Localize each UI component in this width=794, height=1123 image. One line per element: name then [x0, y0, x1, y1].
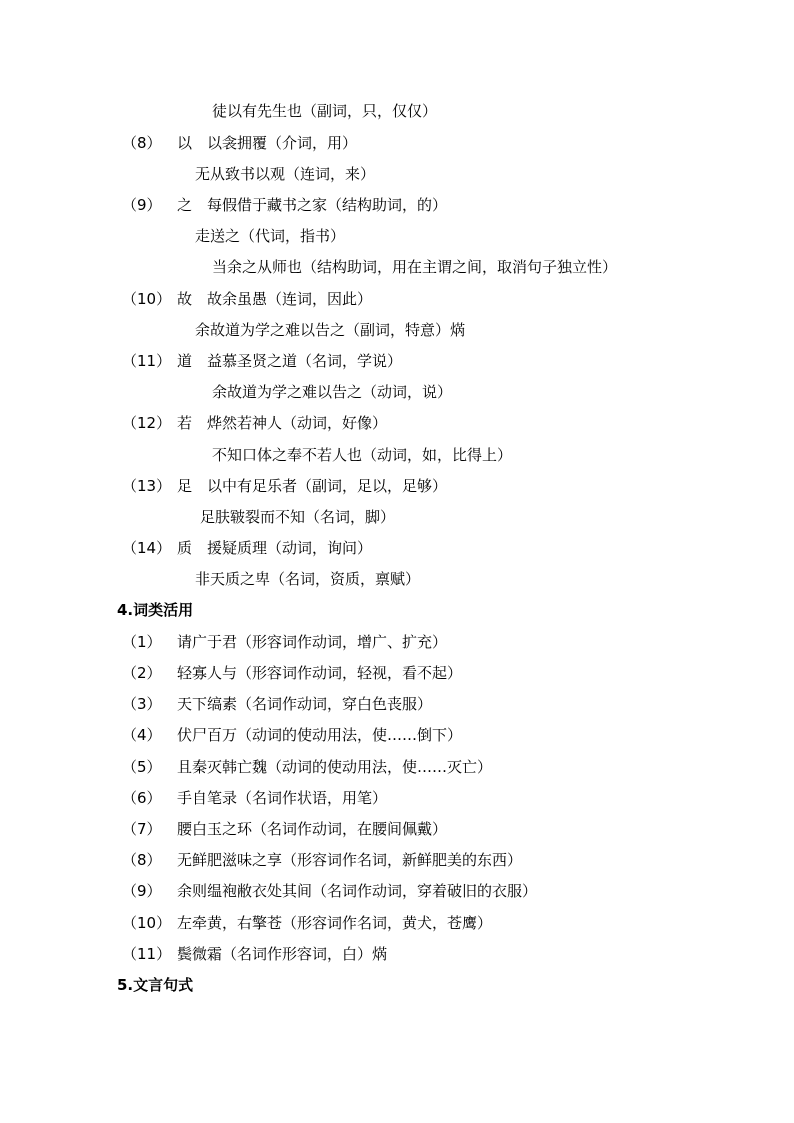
entry-number: （3） [122, 695, 162, 713]
entry-number: （2） [122, 664, 162, 682]
entry-text: 若 烨然若神人（动词，好像） [177, 414, 388, 432]
entry-text: 以 以衾拥覆（介词，用） [177, 134, 358, 152]
entry-text: 不知口体之奉不若人也（动词，如，比得上） [212, 446, 513, 464]
entry-text: 余故道为学之难以告之（副词，特意）焫 [195, 321, 466, 339]
entry-number: （10） [122, 290, 172, 308]
entry-number: （7） [122, 820, 162, 838]
entry-text: 余则缊袍敝衣处其间（名词作动词，穿着破旧的衣服） [177, 882, 538, 900]
entry-text: 手自笔录（名词作状语，用笔） [177, 789, 388, 807]
entry-number: （1） [122, 633, 162, 651]
entry-text: 左牵黄，右擎苍（形容词作名词，黄犬，苍鹰） [177, 914, 493, 932]
entry-number: （8） [122, 851, 162, 869]
entry-text: 当余之从师也（结构助词，用在主谓之间，取消句子独立性） [212, 258, 618, 276]
entry-number: （11） [122, 945, 172, 963]
section-heading: 4.词类活用 [117, 601, 194, 619]
entry-number: （9） [122, 882, 162, 900]
entry-number: （4） [122, 726, 162, 744]
entry-text: 足肤皲裂而不知（名词，脚） [200, 508, 396, 526]
entry-text: 非天质之卑（名词，资质，禀赋） [195, 570, 421, 588]
entry-number: （10） [122, 914, 172, 932]
entry-text: 质 援疑质理（动词，询问） [177, 539, 373, 557]
entry-text: 腰白玉之环（名词作动词，在腰间佩戴） [177, 820, 448, 838]
entry-text: 徒以有先生也（副词，只，仅仅） [212, 102, 438, 120]
entry-text: 足 以中有足乐者（副词，足以，足够） [177, 477, 448, 495]
entry-text: 余故道为学之难以告之（动词，说） [212, 383, 453, 401]
entry-text: 无鲜肥滋味之享（形容词作名词，新鲜肥美的东西） [177, 851, 523, 869]
entry-number: （6） [122, 789, 162, 807]
entry-text: 轻寡人与（形容词作动词，轻视，看不起） [177, 664, 463, 682]
entry-number: （12） [122, 414, 172, 432]
section-heading: 5.文言句式 [117, 976, 194, 994]
entry-text: 鬓微霜（名词作形容词，白）焫 [177, 945, 388, 963]
entry-text: 伏尸百万（动词的使动用法，使……倒下） [177, 726, 463, 744]
entry-text: 天下缟素（名词作动词，穿白色丧服） [177, 695, 433, 713]
entry-number: （13） [122, 477, 172, 495]
entry-text: 故 故余虽愚（连词，因此） [177, 290, 373, 308]
entry-text: 道 益慕圣贤之道（名词，学说） [177, 352, 403, 370]
entry-number: （9） [122, 196, 162, 214]
entry-number: （8） [122, 134, 162, 152]
entry-text: 无从致书以观（连词，来） [195, 165, 376, 183]
entry-number: （11） [122, 352, 172, 370]
entry-text: 之 每假借于藏书之家（结构助词，的） [177, 196, 448, 214]
entry-number: （14） [122, 539, 172, 557]
entry-number: （5） [122, 758, 162, 776]
entry-text: 且秦灭韩亡魏（动词的使动用法，使……灭亡） [177, 758, 493, 776]
entry-text: 请广于君（形容词作动词，增广、扩充） [177, 633, 448, 651]
entry-text: 走送之（代词，指书） [195, 227, 346, 245]
